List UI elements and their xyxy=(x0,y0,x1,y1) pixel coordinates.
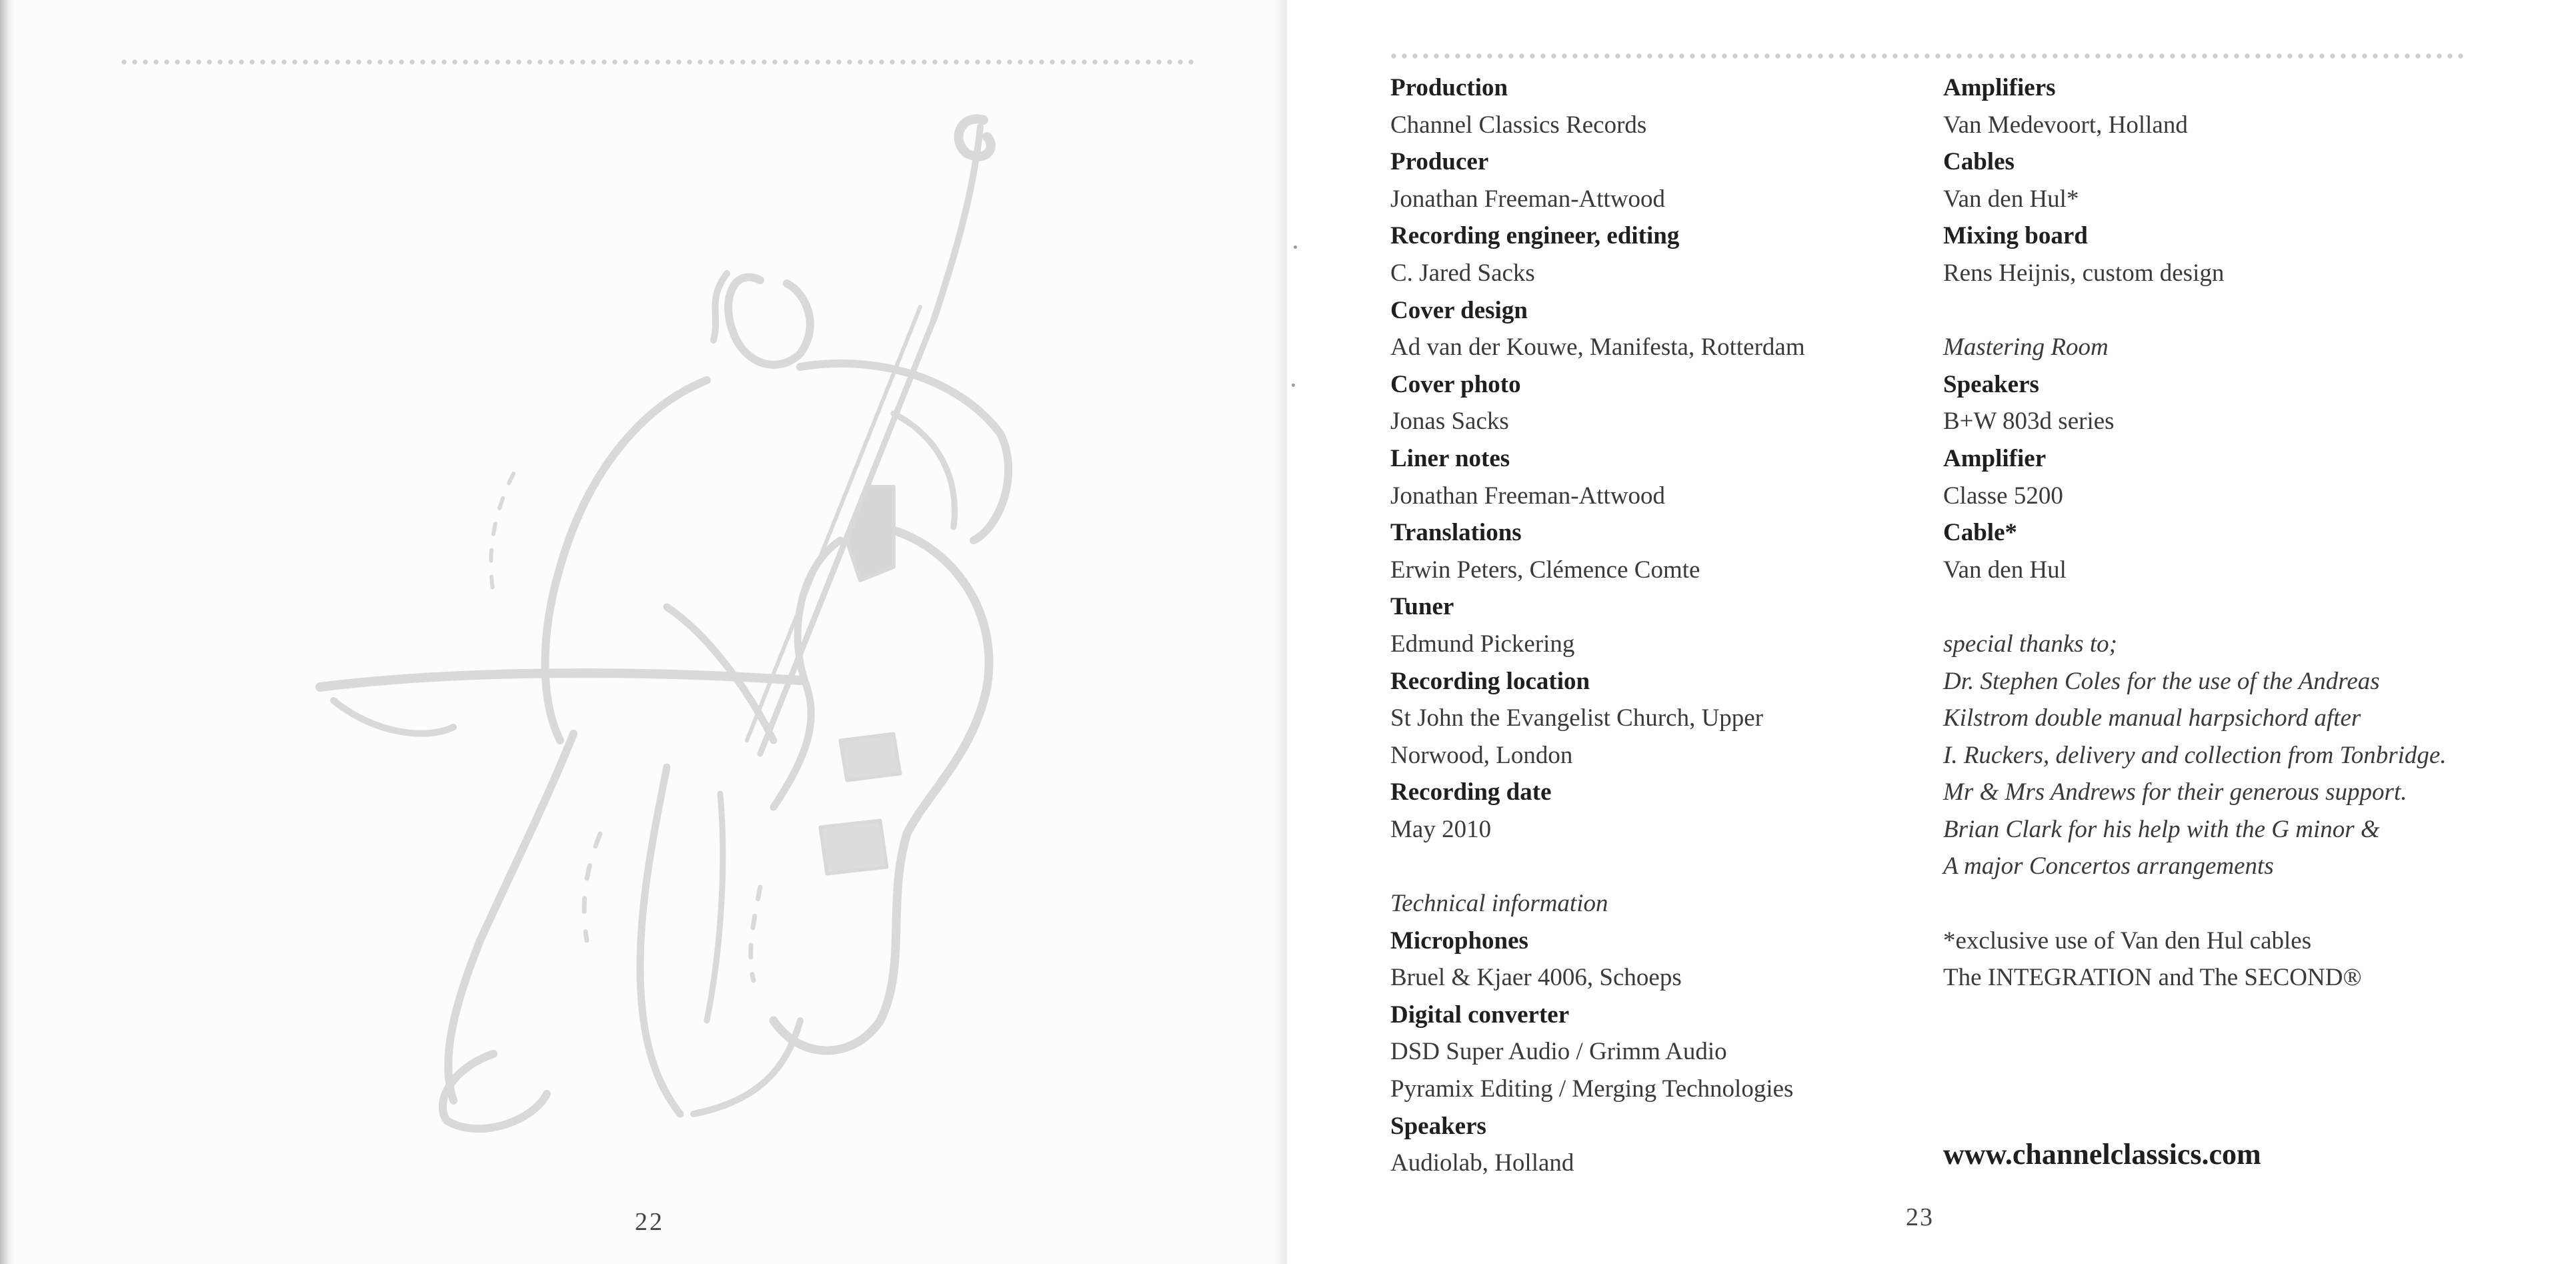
cellist-illustration xyxy=(293,100,1067,1147)
credit-value: Classe 5200 xyxy=(1943,482,2063,510)
credit-value: Channel Classics Records xyxy=(1390,111,1647,139)
page-number-right: 23 xyxy=(1906,1203,1934,1231)
italic-note: Technical information xyxy=(1390,890,1608,918)
italic-note: Brian Clark for his help with the G minor & xyxy=(1943,815,2380,843)
italic-note: Kilstrom double manual harpsichord after xyxy=(1943,704,2361,732)
credit-label: Microphones xyxy=(1390,926,1528,955)
credit-value: Van Medevoort, Holland xyxy=(1943,111,2188,139)
credit-value: The INTEGRATION and The SECOND® xyxy=(1943,964,2362,992)
credit-label: Production xyxy=(1390,74,1508,101)
credit-value: *exclusive use of Van den Hul cables xyxy=(1943,926,2312,955)
credit-label: Recording location xyxy=(1390,667,1590,695)
credit-value: Bruel & Kjaer 4006, Schoeps xyxy=(1390,964,1682,992)
credit-value: DSD Super Audio / Grimm Audio xyxy=(1390,1038,1727,1066)
dotted-rule xyxy=(1388,53,2463,59)
italic-note: Mastering Room xyxy=(1943,334,2109,362)
credit-label: Amplifier xyxy=(1943,444,2047,472)
credit-label: Cable* xyxy=(1943,519,2017,547)
italic-note: Dr. Stephen Coles for the use of the Andreas xyxy=(1943,667,2380,695)
credit-value: Jonathan Freeman-Attwood xyxy=(1390,185,1666,213)
credit-label: Liner notes xyxy=(1390,444,1510,472)
credit-value: C. Jared Sacks xyxy=(1390,259,1535,287)
credit-label: Recording engineer, editing xyxy=(1390,222,1680,250)
spacer xyxy=(1943,292,2517,330)
credit-label: Speakers xyxy=(1390,1112,1486,1140)
italic-note: Mr & Mrs Andrews for their generous support. xyxy=(1943,778,2407,806)
credit-value: Van den Hul xyxy=(1943,556,2067,584)
left-page xyxy=(0,0,1287,1264)
credit-label: Digital converter xyxy=(1390,1001,1570,1029)
credit-value: Jonathan Freeman-Attwood xyxy=(1390,482,1666,510)
spacer xyxy=(1943,885,2517,922)
italic-note: A major Concertos arrangements xyxy=(1943,852,2274,880)
credit-value: B+W 803d series xyxy=(1943,408,2115,436)
credit-label: Recording date xyxy=(1390,778,1552,806)
scan-speck xyxy=(1292,384,1295,387)
credit-label: Translations xyxy=(1390,519,1522,547)
spacer xyxy=(1390,848,1937,885)
credit-value: Norwood, London xyxy=(1390,741,1573,769)
page-number-left: 22 xyxy=(635,1208,664,1236)
credits-column-1 xyxy=(1390,69,1937,1182)
scan-speck xyxy=(1294,245,1297,249)
spacer xyxy=(1943,588,2517,626)
italic-note: special thanks to; xyxy=(1943,630,2118,658)
website-link[interactable]: www.channelclassics.com xyxy=(1943,1138,2261,1171)
credits-column-2 xyxy=(1943,69,2517,997)
credit-value: Rens Heijnis, custom design xyxy=(1943,259,2225,287)
credit-label: Cover photo xyxy=(1390,370,1521,398)
italic-note: I. Ruckers, delivery and collection from Tonbridge. xyxy=(1943,741,2447,769)
dotted-rule xyxy=(119,59,1194,65)
credit-value: Pyramix Editing / Merging Technologies xyxy=(1390,1075,1794,1103)
credit-value: Van den Hul* xyxy=(1943,185,2079,213)
credit-value: May 2010 xyxy=(1390,815,1492,843)
credit-value: Audiolab, Holland xyxy=(1390,1149,1574,1177)
credit-label: Speakers xyxy=(1943,370,2039,398)
credit-label: Tuner xyxy=(1390,593,1454,621)
credit-value: Edmund Pickering xyxy=(1390,630,1575,658)
credit-label: Cables xyxy=(1943,148,2015,176)
credit-label: Producer xyxy=(1390,148,1489,176)
credit-label: Mixing board xyxy=(1943,222,2088,250)
credit-label: Cover design xyxy=(1390,296,1528,324)
credit-value: St John the Evangelist Church, Upper xyxy=(1390,704,1764,732)
credit-value: Erwin Peters, Clémence Comte xyxy=(1390,556,1700,584)
credit-value: Jonas Sacks xyxy=(1390,408,1509,436)
page-edge-shadow xyxy=(0,0,15,1264)
credit-label: Amplifiers xyxy=(1943,74,2056,101)
credit-value: Ad van der Kouwe, Manifesta, Rotterdam xyxy=(1390,334,1805,362)
